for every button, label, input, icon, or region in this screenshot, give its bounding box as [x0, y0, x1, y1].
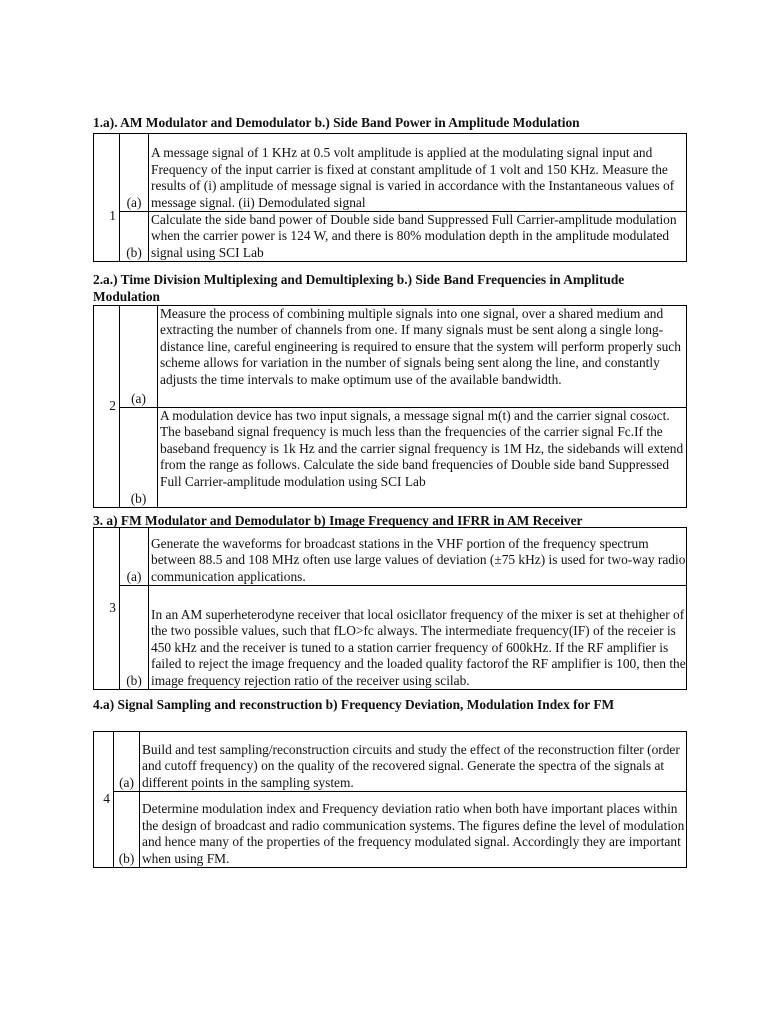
- section-3-number: 3: [94, 528, 120, 690]
- section-1-part-a-text: A message signal of 1 KHz at 0.5 volt amplitude is applied at the modulating signal input and Frequency of the input carrier is fixed at constant amplitude of 1 volt and 150 KHz. Measure the results of (i) amplitude of message signal is varied in accordance with the Instantaneous values of message signal. (ii) Demodulated signal: [149, 134, 687, 212]
- section-4-row-a: [94, 732, 687, 792]
- section-2-heading: 2.a.) Time Division Multiplexing and Demultiplexing b.) Side Band Frequencies in Amplitude Modulation: [93, 272, 625, 304]
- section-3-part-b-label: (b): [120, 586, 149, 690]
- section-1-part-b-text: Calculate the side band power of Double side band Suppressed Full Carrier-amplitude modulation when the carrier power is 124 W, and there is 80% modulation depth in the amplitude modulated signal using SCI Lab: [149, 212, 687, 262]
- section-2-table: [93, 305, 687, 508]
- section-1-heading: 1.a). AM Modulator and Demodulator b.) Side Band Power in Amplitude Modulation: [93, 115, 580, 130]
- section-2-part-a-label: (a): [120, 306, 158, 408]
- section-2-number: 2: [94, 306, 120, 508]
- section-4-part-b-text: Determine modulation index and Frequency deviation ratio when both have important places within the design of broadcast and radio communication systems. The figures define the level of modulation and hence many of the properties of the frequency modulated signal. Accordingly they are important when using FM.: [140, 792, 687, 868]
- section-3-row-b: [94, 586, 687, 690]
- section-4-part-a-label: (a): [114, 732, 140, 792]
- section-3-row-a: [94, 528, 687, 586]
- section-3-table: [93, 527, 687, 690]
- section-2-part-b-text: A modulation device has two input signals, a message signal m(t) and the carrier signal cosωct. The baseband signal frequency is much less than the frequencies of the carrier signal Fc.If the baseband frequency is 1k Hz and the carrier signal frequency is 1M Hz, the sidebands will extend from the range as follows. Calculate the side band frequencies of Double side band Suppressed Full Carrier-amplitude modulation using SCI Lab: [158, 408, 687, 508]
- section-3-part-a-text: Generate the waveforms for broadcast stations in the VHF portion of the frequency spectrum between 88.5 and 108 MHz often use large values of deviation (±75 kHz) is used for two-way radio communication applications.: [149, 528, 687, 586]
- section-4-row-b: [94, 792, 687, 868]
- section-1-row-b: [94, 212, 687, 262]
- section-1-row-a: [94, 134, 687, 212]
- section-3-part-a-label: (a): [120, 528, 149, 586]
- section-2-row-b: [94, 408, 687, 508]
- section-2-part-a-text: Measure the process of combining multiple signals into one signal, over a shared medium and extracting the number of channels from one. If many signals must be sent along a single long-distance line, careful engineering is required to ensure that the system will perform properly such scheme allows for variation in the number of signals being sent along the line, and constantly adjusts the time intervals to make optimum use of the available bandwidth.: [158, 306, 687, 408]
- section-1-number: 1: [94, 134, 120, 262]
- section-4-part-a-text: Build and test sampling/reconstruction circuits and study the effect of the reconstruction filter (order and cutoff frequency) on the quality of the recovered signal. Generate the spectra of the signals at different points in the sampling system.: [140, 732, 687, 792]
- section-3-heading: 3. a) FM Modulator and Demodulator b) Image Frequency and IFRR in AM Receiver: [93, 513, 583, 528]
- section-2-row-a: [94, 306, 687, 408]
- section-1-part-a-label: (a): [120, 134, 149, 212]
- section-4-heading: 4.a) Signal Sampling and reconstruction b) Frequency Deviation, Modulation Index for FM: [93, 697, 615, 712]
- section-3-part-b-text: In an AM superheterodyne receiver that local osicllator frequency of the mixer is set at thehigher of the two possible values, such that fLO>fc always. The intermediate frequency(IF) of the receier is 450 kHz and the receiver is tuned to a station carrier frequency of 600kHz. If the RF amplifier is failed to reject the image frequency and the loaded quality factorof the RF amplifier is 100, then the image frequency rejection ratio of the receiver using scilab.: [149, 586, 687, 690]
- section-4-part-b-label: (b): [114, 792, 140, 868]
- section-4-number: 4: [94, 732, 114, 868]
- section-2-part-b-label: (b): [120, 408, 158, 508]
- section-1-table: [93, 133, 687, 262]
- section-1-part-b-label: (b): [120, 212, 149, 262]
- section-4-table: [93, 731, 687, 868]
